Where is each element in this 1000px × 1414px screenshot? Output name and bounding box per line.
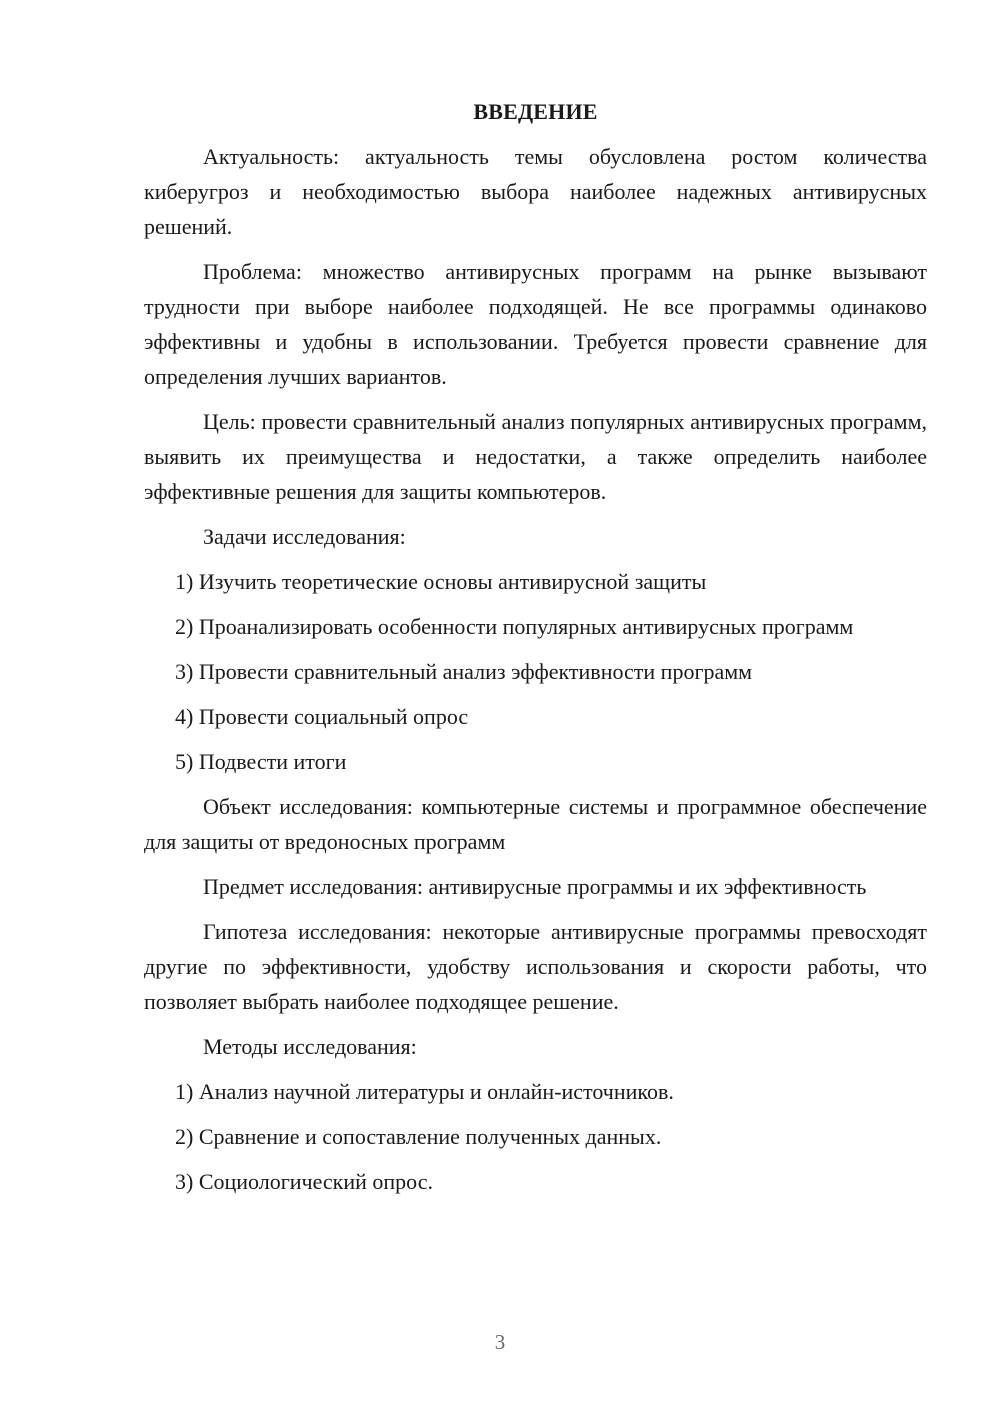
section-title: ВВЕДЕНИЕ <box>473 99 598 124</box>
page-number: 3 <box>494 1330 506 1354</box>
paragraph-problem: Проблема: множество антивирусных программ на рынке вызывают трудности при выборе наиболее подходящей. Не все программы одинаково эффективны и удобны в использовании. Требуется провести сравнение для определения лучших вариантов. <box>144 259 927 389</box>
method-item-3: 3) Социологический опрос. <box>175 1169 433 1194</box>
paragraph-relevance: Актуальность: актуальность темы обусловлена ростом количества киберугроз и необходимостью выбора наиболее надежных антивирусных решений. <box>144 144 927 239</box>
paragraph-object: Объект исследования: компьютерные системы и программное обеспечение для защиты от вредоносных программ <box>144 794 927 854</box>
paragraph-subject: Предмет исследования: антивирусные программы и их эффективность <box>203 874 867 899</box>
tasks-heading: Задачи исследования: <box>203 524 406 549</box>
task-item-3: 3) Провести сравнительный анализ эффективности программ <box>175 659 753 684</box>
page-content <box>144 94 927 1209</box>
methods-heading: Методы исследования: <box>203 1034 417 1059</box>
task-item-2: 2) Проанализировать особенности популярных антивирусных программ <box>175 614 854 639</box>
paragraph-goal: Цель: провести сравнительный анализ популярных антивирусных программ, выявить их преимущества и недостатки, а также определить наиболее эффективные решения для защиты компьютеров. <box>144 409 927 504</box>
method-item-1: 1) Анализ научной литературы и онлайн-источников. <box>175 1079 674 1104</box>
task-item-4: 4) Провести социальный опрос <box>175 704 469 729</box>
task-item-1: 1) Изучить теоретические основы антивирусной защиты <box>175 569 707 594</box>
task-item-5: 5) Подвести итоги <box>175 749 347 774</box>
paragraph-hypothesis: Гипотеза исследования: некоторые антивирусные программы превосходят другие по эффективности, удобству использования и скорости работы, что позволяет выбрать наиболее подходящее решение. <box>144 919 927 1014</box>
method-item-2: 2) Сравнение и сопоставление полученных данных. <box>175 1124 662 1149</box>
